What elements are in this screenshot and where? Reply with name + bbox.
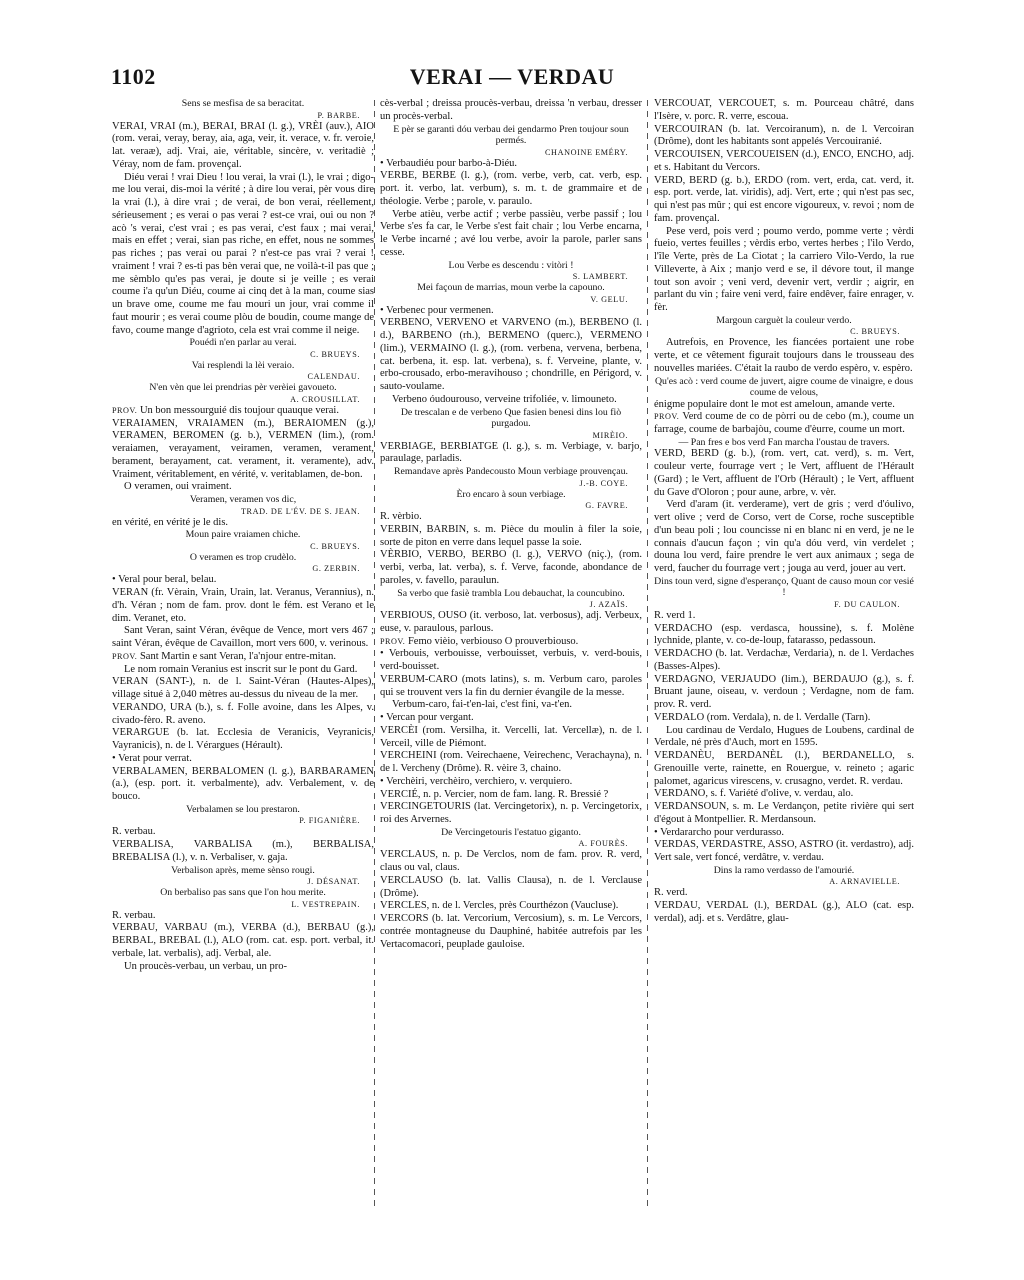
entry-example: Verd d'aram (it. verderame), vert de gris ; verd d'óulivo, vert olive ; verd de Corso, vert de Corse, roche susceptible d'un beau poli ; lou councisse ni en blanc ni en verd, je ne le connais d'aucun façon ; vin qu'a dóu verd, vin verdelet ; douna lou verd, faire prendre le vert aux animaux ; sega de verd, faucher du fourrage vert ; jouga au verd, jouer au vert. <box>654 499 914 574</box>
quotation-author: S. LAMBERT. <box>572 272 628 281</box>
quotation-author: A. FOURÈS. <box>578 839 628 849</box>
entry-example: Autrefois, en Provence, les fiancées portaient une robe verte, et ce vêtement figurait toujours dans le trousseau des nouvelles mariées. C'était la raubo de verdo espèro, v. espèro. <box>654 337 914 374</box>
etymology-reference: R. verd 1. <box>654 609 696 621</box>
dictionary-entry: VERCORS (b. lat. Vercorium, Vercosium), s. m. Le Vercors, contrée montagneuse du Dauphiné, habitée autrefois par les Vertacomacori, peuplade gauloise. <box>380 913 642 950</box>
dictionary-entry: VÈRBIO, VERBO, BERBO (l. g.), VERVO (niç.), (rom. verbi, verba, lat. verba), s. f. Verve, faconde, abondance de paroles, v. favello, paraulun. <box>380 549 642 586</box>
quotation-author: J. AZAÏS. <box>589 600 628 609</box>
dictionary-entry: VERAIAMEN, VRAIAMEN (m.), BERAIOMEN (g.), VERAMEN, BEROMEN (g. b.), VERMEN (lim.), (rom. veraiamen, verayament, veiramen, veramen, verament, berament, berayament, cat. verament, it. veramente), adv. Vraiment, véritablement, en vérité, v. veritablamen, de-bon. <box>112 417 374 480</box>
dictionary-entry: • Verbenec pour vermenen. <box>380 304 494 316</box>
page-header <box>0 64 1024 98</box>
dictionary-entry: VERCLAUSO (b. lat. Vallis Clausa), n. de l. Verclause (Drôme). <box>380 874 642 899</box>
dictionary-entry: VERBALAMEN, BERBALOMEN (l. g.), BARBARAMEN (a.), (esp. port. it. verbalmente), adv. Verbalement, v. de bouco. <box>112 765 374 802</box>
column-left <box>112 98 374 1213</box>
dictionary-entry: VERCOUAT, VERCOUET, s. m. Pourceau châtré, dans l'Isère, v. porc. R. verre, escoua. <box>654 98 914 122</box>
dictionary-entry: VERCLES, n. de l. Vercles, près Courthézon (Vaucluse). <box>380 900 619 912</box>
dictionary-entry: VERBIN, BARBIN, s. m. Pièce du moulin à filer la soie, sorte de piton en verre dans lequel passe la soie. <box>380 523 642 548</box>
etymology-reference: R. verd. <box>654 887 688 899</box>
proverb-text: Femo vièio, verbiouso O prouverbiouso. <box>407 635 579 647</box>
quotation: — Pan fres e bos verd Fan marcha l'oustau de travers. <box>678 436 890 448</box>
entry-example: O veramen, oui vraiment. <box>124 481 232 493</box>
quotation-author: TRAD. DE L'ÉV. DE S. JEAN. <box>240 506 360 516</box>
quotation-author: J.-B. COYE. <box>579 478 628 488</box>
dictionary-entry: VERCINGETOURIS (lat. Vercingetorix), n. p. Vercingetorix, roi des Arvernes. <box>380 801 642 825</box>
proverb-text: Sant Martin e sant Veran, l'a'njour entre-mitan. <box>139 650 337 662</box>
dictionary-entry: VERAN (SANT-), n. de l. Saint-Véran (Hautes-Alpes), village situé à 2,040 mètres au-dessus du niveau de la mer. <box>112 676 374 700</box>
dictionary-entry: VERDAGNO, VERJAUDO (lim.), BERDAUJO (g.), s. f. Bruant jaune, oiseau, v. verdoun ; Verdagne, nom de fam. prov. R. verd. <box>654 673 914 710</box>
dictionary-entry: • Verdararcho pour verdurasso. <box>654 826 785 838</box>
proverb <box>380 636 642 649</box>
quotation: Dins toun verd, signe d'esperanço, Quant de causo moun cor vesié ! <box>654 575 914 599</box>
dictionary-entry: • Verchèiri, verchèiro, verchiero, v. verquiero. <box>380 775 573 787</box>
dictionary-entry: • Vercan pour vergant. <box>380 712 474 723</box>
proverb-text: Verd coume de co de pòrri ou de cebo (m.), coume un farrage, coume de barbajòu, coume d'èurre, coume un mort. <box>654 411 914 435</box>
quotation: Remandave après Pandecousto Moun verbiage prouvençau. <box>394 466 628 477</box>
dictionary-entry: VERDANÈU, BERDANÈL (l.), BERDANELLO, s. Grenouille verte, rainette, en Rouergue, v. reineto ; agaric palomet, agaricus virescens, v. crusagno, verdet. R. verdau. <box>654 750 914 787</box>
quotation: Verbalison après, meme sènso rougi. <box>171 864 315 876</box>
column-right <box>654 98 914 1213</box>
quotation-author: V. GELU. <box>590 294 628 304</box>
quotation-author: P. BARBE. <box>317 110 360 120</box>
dictionary-entry: VERBUM-CARO (mots latins), s. m. Verbum caro, paroles qui se trouvent vers la fin du dernier évangile de la messe. <box>380 673 642 698</box>
quotation-author: C. BRUEYS. <box>310 541 360 551</box>
dictionary-entry: VERDACHO (esp. verdasca, houssine), s. f. Molène lychnide, plante, v. co-de-loup, fatarasso, pedassoun. <box>654 622 914 647</box>
quotation-author: CALENDAU. <box>307 372 360 382</box>
proverb-tag: PROV. <box>112 405 138 415</box>
dictionary-entry: VERBIAGE, BERBIATGE (l. g.), s. m. Verbiage, v. barjo, paraulage, parladis. <box>380 440 642 465</box>
quotation: Verbalamen se lou prestaron. <box>186 803 300 815</box>
entry-example: Un proucès-verbau, un verbau, un pro- <box>124 960 287 972</box>
proverb-tag: PROV. <box>654 412 680 422</box>
running-head: VERAI — VERDAU <box>409 64 615 89</box>
dictionary-entry: • Verbouis, verbouisse, verbouisset, verbuis, v. verd-bouis, verd-bouisset. <box>380 648 642 672</box>
quotation-author: C. BRUEYS. <box>850 327 900 337</box>
quotation-author: A. ARNAVIELLE. <box>829 877 900 887</box>
proverb-tag: PROV. <box>380 636 406 646</box>
proverb <box>112 651 374 664</box>
quotation: Sa verbo que fasiè trambla Lou debauchat, la councubino. <box>397 587 625 599</box>
quotation-author: G. ZERBIN. <box>312 564 360 574</box>
dictionary-entry: VERD, BERD (g. b.), ERDO (rom. vert, erda, cat. verd, it. esp. port. verde, lat. viridis), adj. Vert, erte ; qui n'est pas sec, qui n'est pas mûr ; qui est encore vigoureux, v. revoi ; nom de fam. provençal. <box>654 174 914 224</box>
quotation: Qu'es acò : verd coume de juvert, aigre coume de vinaigre, e dous coume de velous, <box>654 375 914 398</box>
quotation-author: J. DÉSANAT. <box>307 877 360 886</box>
quotation-author: G. FAVRE. <box>585 501 628 510</box>
entry-example: Le nom romain Veranius est inscrit sur le pont du Gard. <box>124 663 358 675</box>
dictionary-entry: • Veral pour beral, belau. <box>112 574 217 586</box>
dictionary-entry: VERCLAUS, n. p. De Verclos, nom de fam. prov. R. verd, claus ou val, claus. <box>380 849 642 873</box>
dictionary-entry: VERDANO, s. f. Variété d'olive, v. verdau, alo. <box>654 788 854 800</box>
dictionary-entry: VERDALO (rom. Verdala), n. de l. Verdalle (Tarn). <box>654 711 871 723</box>
dictionary-entry: VERAN (fr. Vèrain, Vrain, Urain, lat. Veranus, Verannius), n. d'h. Véran ; nom de fam. prov. dont le fém. est Verano et le dim. Veranet, eto. <box>112 587 374 624</box>
quotation: Margoun carguèt la couleur verdo. <box>716 314 852 326</box>
quotation-author: MIRÈIO. <box>592 430 628 440</box>
quotation: Lou Verbe es descendu : vitòri ! <box>448 259 574 271</box>
quotation: Mei façoun de marrias, moun verbe la capouno. <box>417 282 605 293</box>
entry-example: Diéu verai ! vrai Dieu ! lou verai, la vrai (l.), le vrai ; digo-me lou verai, dis-moi la vérité ; à dire lou verai, pèr vous dire la vrai (l.), à dire vrai ; de verai, de bon verai, réellement, sérieusement ; es verai o pas verai ? est-ce vrai, oui ou non ? acò 's verai, c'est vrai ; es pas verai, c'est faux ; mai verai, mais en effet ; verai, sian pas riche, en effet, nous ne sommes pas riches ; pas verai ou parai ? n'est-ce pas vrai ? verai ! vraiment ! vrai ? es-ti pas bèn verai que, ne voilà-t-il pas que ; me sèmblo qu'es pas verai, je doute si je veille ; es verai coume i'a qu'un Diéu, coume ai cinq det à la man, coume sias un brave ome, coume me fau mouri un jour, vrai comme il faut mourir ; es verai coume plòu de boudin, coume mange de favo, coume mange d'agrioto, cela est vrai comme il neige. <box>112 171 374 336</box>
entry-example: Verbe atièu, verbe actif ; verbe passièu, verbe passif ; lou Verbe s'es fa car, le Verbe s'est fait chair ; lou Verbe encarna, le Verbe incarné ; avé lou verbe, avoir la parole, parler sans cesse. <box>380 208 642 258</box>
dictionary-entry: VERCÈI (rom. Versilha, it. Vercelli, lat. Vercellæ), n. de l. Verceil, ville de Piémont. <box>380 724 642 749</box>
dictionary-entry: VERAI, VRAI (m.), BERAI, BRAI (l. g.), VRÈI (auv.), AIO (rom. verai, veray, beray, aia, aga, veir, it. verace, v. fr. veroie, lat. veraæ), adj. Vrai, aie, véritable, sincère, v. veritadiè ; Véray, nom de fam. provençal. <box>112 120 374 170</box>
quotation: E pèr se garanti dóu verbau dei gendarmo Pren toujour soun permés. <box>393 123 629 146</box>
dictionary-entry: cès-verbal ; dreissa proucès-verbau, dreissa 'n verbau, dresser un procès-verbal. <box>380 98 642 122</box>
dictionary-entry: • Verat pour verrat. <box>112 752 192 764</box>
dictionary-entry: VERDANSOUN, s. m. Le Verdançon, petite rivière qui sert d'égout à Montpellier. R. Merdansoun. <box>654 801 914 825</box>
dictionary-entry: VERDAS, VERDASTRE, ASSO, ASTRO (it. verdastro), adj. Vert sale, vert foncé, verdâtre, v. verdau. <box>654 839 914 863</box>
proverb <box>654 411 914 437</box>
proverb <box>112 405 374 418</box>
etymology-reference: R. verbau. <box>112 909 156 921</box>
quotation: Veramen, veramen vos dic, <box>189 494 297 505</box>
dictionary-entry: VERBIOUS, OUSO (it. verboso, lat. verbosus), adj. Verbeux, euse, v. paraulous, parlous. <box>380 610 642 634</box>
quotation-author: A. CROUSILLAT. <box>290 394 360 404</box>
quotation: Èro encaro à soun verbiage. <box>456 488 566 500</box>
etymology-reference: R. verbau. <box>112 826 156 838</box>
quotation: N'en vèn que lei prendrias pèr verèiei gavoueto. <box>149 382 337 394</box>
quotation: De Vercingetouris l'estatuo giganto. <box>441 826 581 838</box>
dictionary-entry: en vérité, en vérité je le dis. <box>112 516 229 528</box>
entry-example: Verbeno óudourouso, verveine trifoliée, v. limouneto. <box>392 393 617 405</box>
dictionary-entry: VERANDO, URA (b.), s. f. Folle avoine, dans les Alpes, v. civado-fèro. R. aveno. <box>112 701 374 726</box>
dictionary-entry: VERD, BERD (g. b.), (rom. vert, cat. verd), s. m. Vert, couleur verte, fourrage vert ; le Vert, affluent de l'Hérault (Gard) ; le Vert, affluent de l'Orb (Hérault) ; le Vert, affluent du Gave d'Oloron ; pour aune, arbre, v. vèr. <box>654 448 914 498</box>
dictionary-entry: • Verbaudiéu pour barbo-à-Diéu. <box>380 157 518 169</box>
quotation: Pouédi n'en parlar au verai. <box>189 337 297 349</box>
dictionary-entry: VERDAU, VERDAL (l.), BERDAL (g.), ALO (cat. esp. verdal), adj. et s. Verdâtre, glau- <box>654 900 914 924</box>
dictionary-entry: VERBALISA, VARBALISA (m.), BERBALISA, BREBALISA (l.), v. n. Verbaliser, v. gaja. <box>112 839 374 863</box>
dictionary-entry: VERCIÉ, n. p. Vercier, nom de fam. lang. R. Bressié ? <box>380 788 609 800</box>
dictionary-entry: VERCOUIRAN (b. lat. Vercoiranum), n. de l. Vercoiran (Drôme), dont les habitants sont appelés Vercouiranié. <box>654 123 914 148</box>
quotation-author: L. VESTREPAIN. <box>291 899 360 909</box>
etymology-reference: R. vèrbio. <box>380 511 422 522</box>
entry-example: Pese verd, pois verd ; poumo verdo, pomme verte ; vèrdi fueio, vertes feuilles ; vèrdis erbo, vertes herbes ; l'ilo Verdo, l'île Verte, près de La Ciotat ; la carriero Vilo-Verdo, la rue Villeverte, à Aix ; manjo verd e se, il dévore tout, il mange tout son avoir ; veni verd, devenir vert, verdir ; aigrir, en parlant du vin ; faire veni verd, faire endêver, faire enrager, v. fèr. <box>654 225 914 313</box>
quotation: O veramen es trop crudèlo. <box>189 551 297 563</box>
page-number: 1102 <box>111 64 156 89</box>
column-middle <box>380 98 642 1213</box>
entry-example: Lou cardinau de Verdalo, Hugues de Loubens, cardinal de Verdale, né près d'Auch, mort en 1595. <box>654 724 914 749</box>
column-divider <box>647 100 648 1210</box>
dictionary-entry: VERBENO, VERVENO et VARVENO (m.), BERBENO (l. d.), BARBENO (rh.), BERMENO (querc.), VERMENO (lim.), VERMAINO (l. g.), (rom. verbena, vervena, berbena, cat. berbena, it. esp. lat. verbena), s. f. Verveine, plante, v. erbo-crousado, erbo-meravihouso ; chondrille, en Périgord, v. sauto-voulame. <box>380 317 642 392</box>
dictionary-entry: VERARGUE (b. lat. Ecclesia de Veranicis, Veyranicis, Vayranicis), n. de l. Vérargues (Hérault). <box>112 727 374 751</box>
dictionary-entry: énigme populaire dont le mot est ameloun, amande verte. <box>654 398 895 410</box>
dictionary-entry: VERDACHO (b. lat. Verdachæ, Verdaria), n. de l. Verdaches (Basses-Alpes). <box>654 648 914 672</box>
entry-example: Verbum-caro, fai-t'en-lai, c'est fini, va-t'en. <box>392 699 573 711</box>
quotation-author: F. DU CAULON. <box>834 599 900 609</box>
proverb-tag: PROV. <box>112 651 138 661</box>
quotation-author: C. BRUEYS. <box>310 349 360 359</box>
quotation: Sens se mesfisa de sa beracitat. <box>181 98 305 109</box>
proverb-text: Un bon messourguié dis toujour quauque verai. <box>139 404 339 416</box>
dictionary-entry: VERBE, BERBE (l. g.), (rom. verbe, verb, cat. verb, esp. port. it. verbo, lat. verbum), s. m. t. de grammaire et de théologie. Verbe ; parole, v. paraulo. <box>380 170 642 207</box>
quotation: Moun paire vraiamen chiche. <box>185 529 301 541</box>
quotation: Vai resplendi la lèi veraio. <box>191 359 295 371</box>
dictionary-entry: VERCOUISEN, VERCOUEISEN (d.), ENCO, ENCHO, adj. et s. Habitant du Vercors. <box>654 149 914 173</box>
column-divider <box>374 100 375 1210</box>
quotation-author: P. FIGANIÈRE. <box>299 816 360 826</box>
quotation-author: CHANOINE EMÉRY. <box>545 147 628 157</box>
dictionary-entry: VERCHEINI (rom. Veirechaene, Veirechenc, Verachayna), n. de l. Vercheny (Drôme). R. vèire 3, chaino. <box>380 750 642 774</box>
dictionary-entry: VERBAU, VARBAU (m.), VERBA (d.), BERBAU (g.), BERBAL, BREBAL (l.), ALO (rom. cat. esp. port. verbal, it. verbale, lat. verbalis), adj. Verbal, ale. <box>112 922 374 959</box>
entry-example: Sant Veran, saint Véran, évêque de Vence, mort vers 467 ; saint Véran, évêque de Cavaillon, mort vers 600, v. verinous. <box>112 625 374 649</box>
quotation: De trescalan e de verbeno Que fasien benesi dins lou fiò purgadou. <box>400 406 622 429</box>
quotation: Dins la ramo verdasso de l'amourié. <box>713 864 855 876</box>
quotation: On berbaliso pas sans que l'on hou merite. <box>160 887 326 898</box>
